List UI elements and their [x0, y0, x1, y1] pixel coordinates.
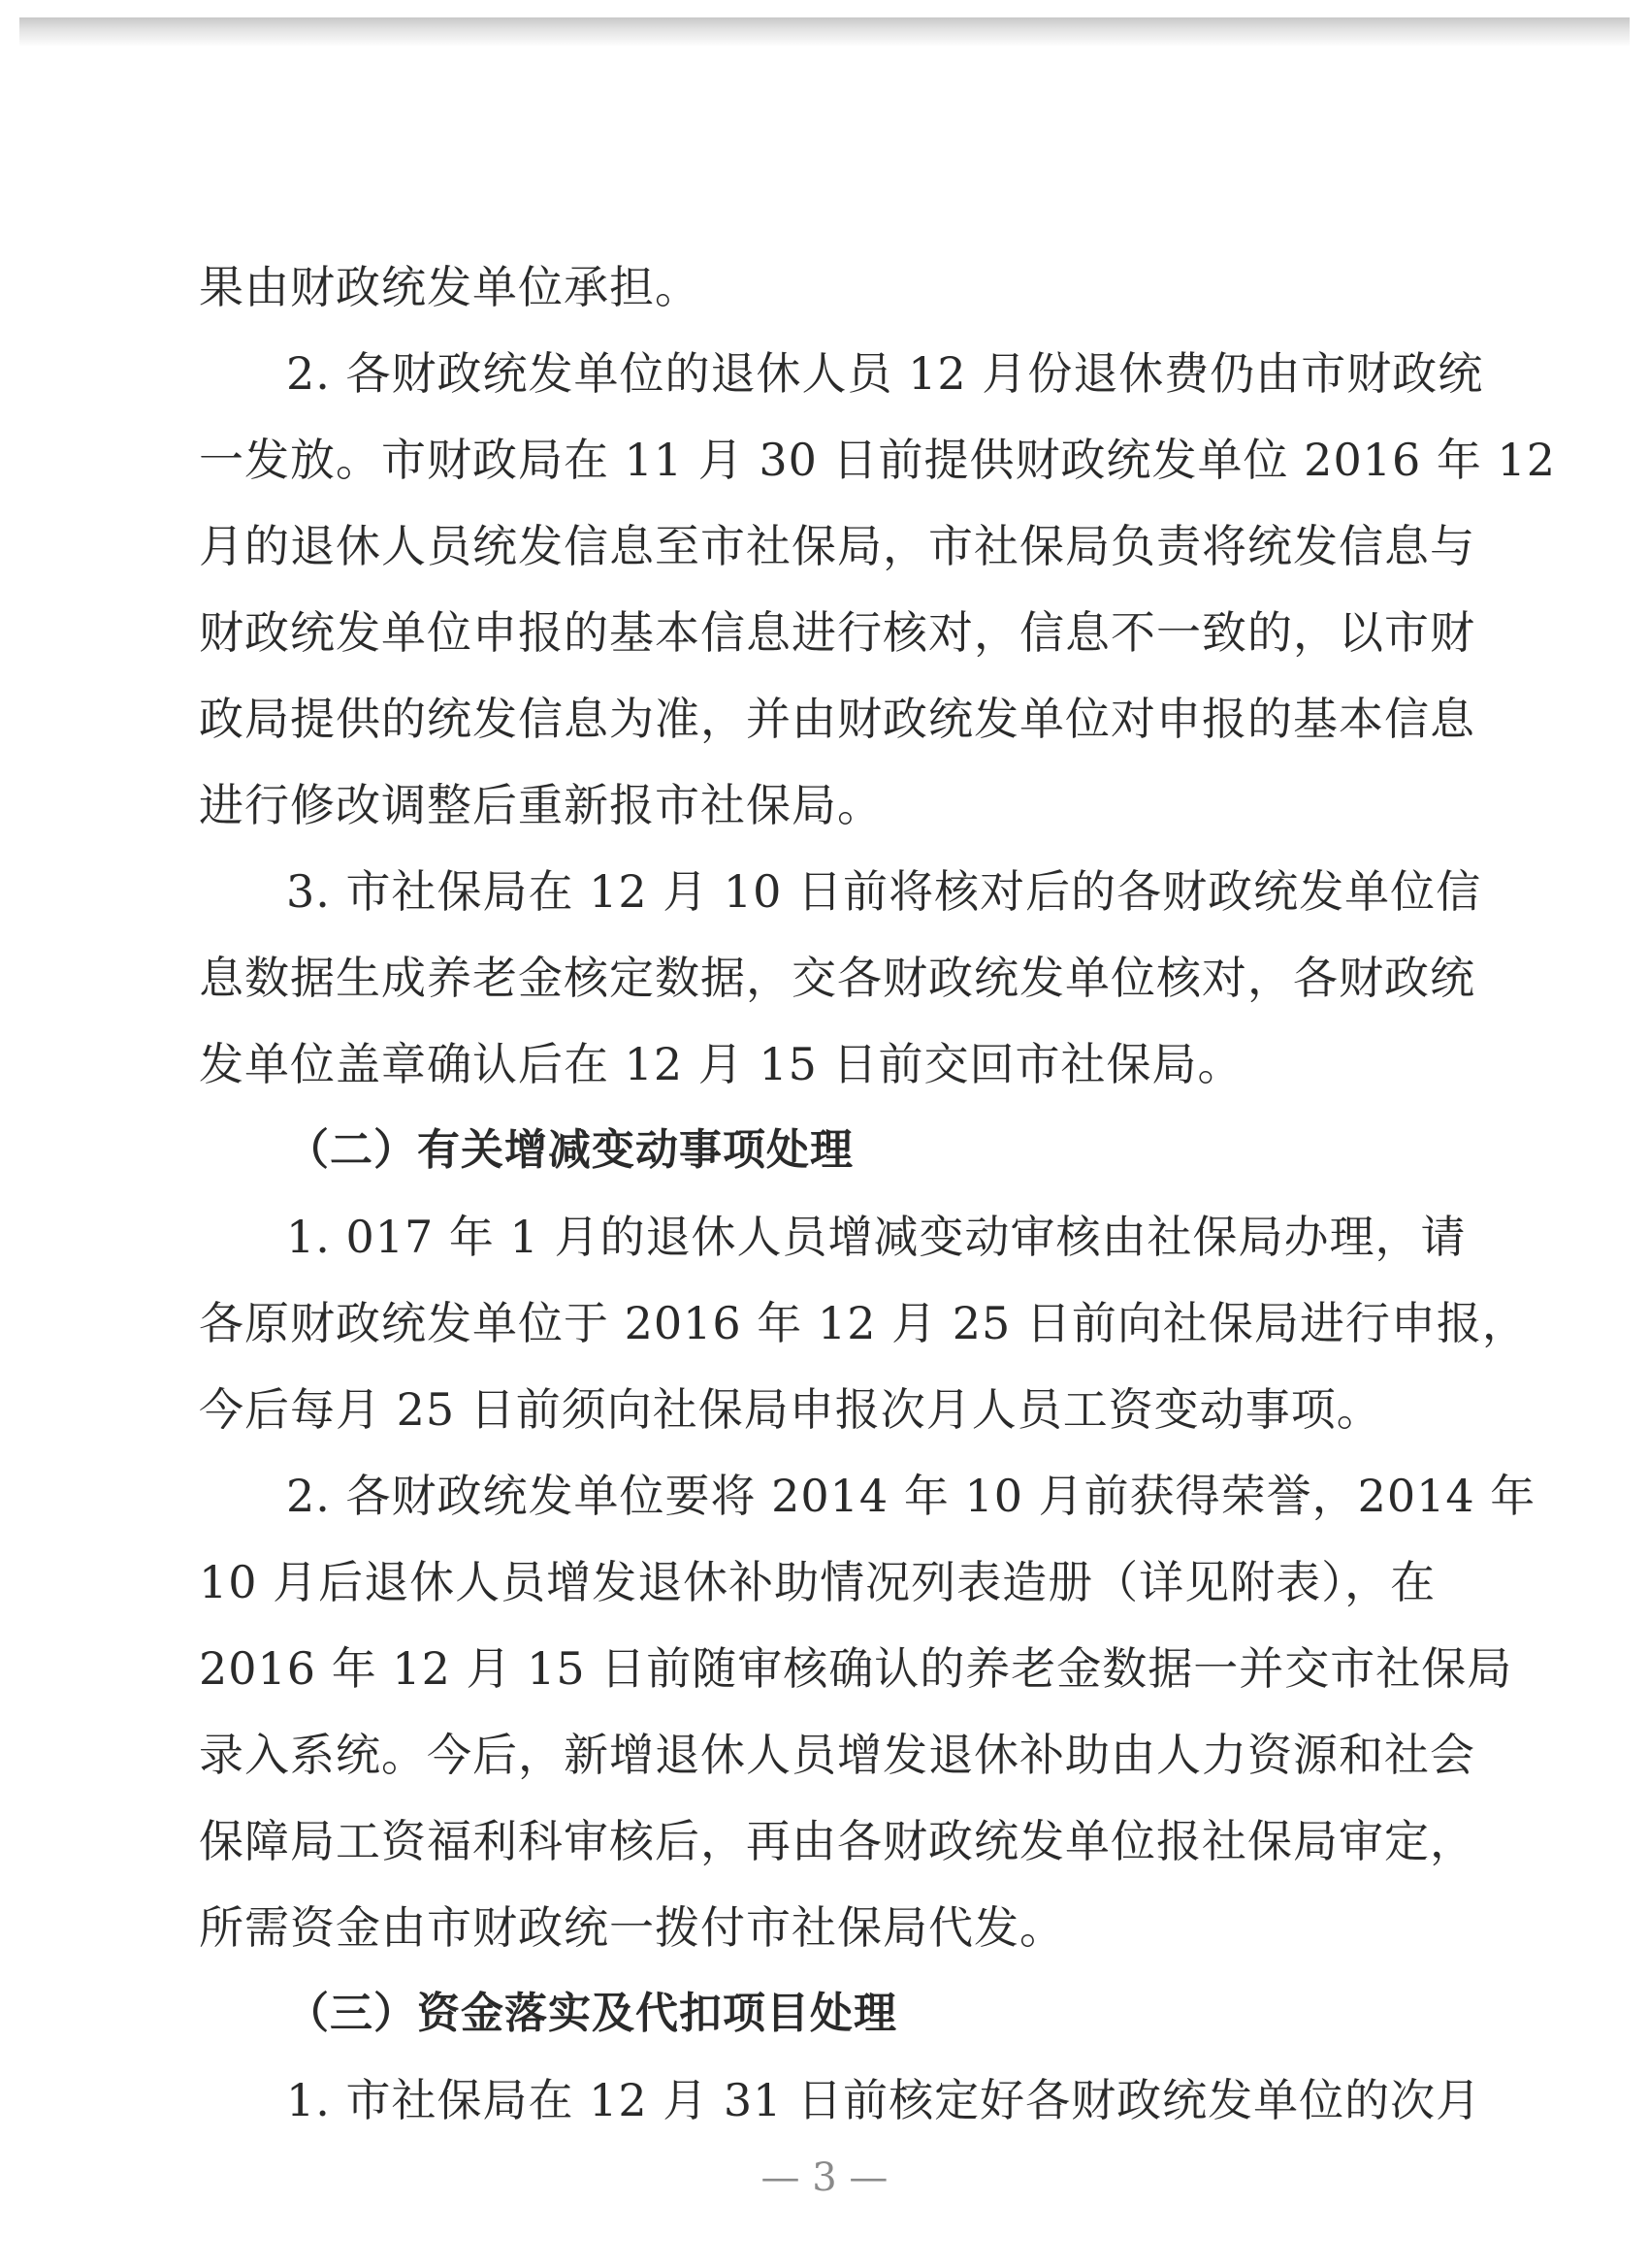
page-number: — 3 —: [760, 2155, 889, 2200]
paragraph-line: 发单位盖章确认后在 12 月 15 日前交回市社保局。: [199, 1038, 1244, 1090]
section-heading: （三）资金落实及代扣项目处理: [286, 1989, 897, 2038]
paragraph-line: 2016 年 12 月 15 日前随审核确认的养老金数据一并交市社保局: [199, 1642, 1513, 1695]
paragraph-line: 3. 市社保局在 12 月 10 日前将核对后的各财政统发单位信: [286, 865, 1482, 918]
paragraph-line: 2. 各财政统发单位要将 2014 年 10 月前获得荣誉，2014 年: [286, 1470, 1536, 1522]
paragraph-line: 1. 017 年 1 月的退休人员增减变动审核由社保局办理，请: [286, 1211, 1467, 1263]
paragraph-line: 财政统发单位申报的基本信息进行核对，信息不一致的，以市财: [199, 606, 1475, 659]
paragraph-line: 1. 市社保局在 12 月 31 日前核定好各财政统发单位的次月: [286, 2074, 1482, 2126]
paragraph-line: 各原财政统发单位于 2016 年 12 月 25 日前向社保局进行申报，: [199, 1297, 1528, 1349]
paragraph-line: 2. 各财政统发单位的退休人员 12 月份退休费仍由市财政统: [286, 347, 1484, 400]
paragraph-line: 果由财政统发单位承担。: [199, 261, 700, 313]
scan-edge-shadow: [19, 17, 1630, 47]
section-heading: （二）有关增减变动事项处理: [286, 1125, 854, 1175]
paragraph-line: 保障局工资福利科审核后，再由各财政统发单位报社保局审定，: [199, 1815, 1475, 1867]
paragraph-line: 所需资金由市财政统一拨付市社保局代发。: [199, 1901, 1065, 1954]
paragraph-line: 一发放。市财政局在 11 月 30 日前提供财政统发单位 2016 年 12: [199, 434, 1557, 486]
paragraph-line: 月的退休人员统发信息至市社保局，市社保局负责将统发信息与: [199, 520, 1475, 572]
paragraph-line: 录入系统。今后，新增退休人员增发退休补助由人力资源和社会: [199, 1729, 1475, 1781]
paragraph-line: 10 月后退休人员增发退休补助情况列表造册（详见附表），在: [199, 1556, 1437, 1608]
paragraph-line: 今后每月 25 日前须向社保局申报次月人员工资变动事项。: [199, 1383, 1382, 1436]
paragraph-line: 政局提供的统发信息为准，并由财政统发单位对申报的基本信息: [199, 693, 1475, 745]
paragraph-line: 息数据生成养老金核定数据，交各财政统发单位核对，各财政统: [199, 952, 1475, 1004]
paragraph-line: 进行修改调整后重新报市社保局。: [199, 779, 883, 831]
